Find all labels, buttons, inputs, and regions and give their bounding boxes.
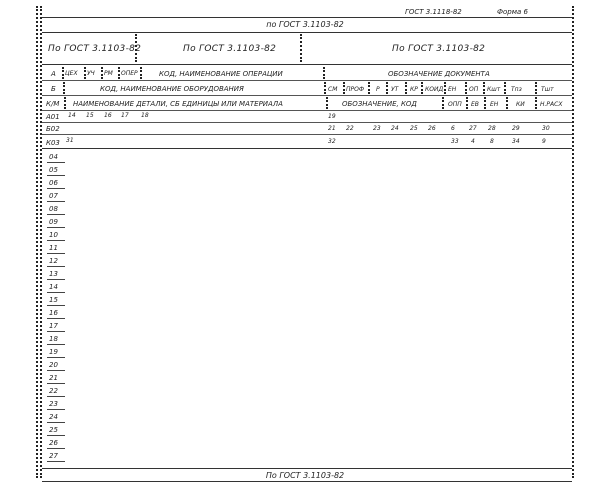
bottom-line	[42, 468, 572, 469]
row-b-letter: Б	[51, 85, 56, 93]
b-h-ksht: Кшт	[487, 86, 501, 93]
k-sep	[484, 97, 486, 109]
row-number-underline	[47, 227, 65, 228]
a01-n15: 15	[86, 112, 94, 119]
row-b02-label: Б02	[46, 125, 60, 133]
row-a01-label: А01	[46, 113, 60, 121]
row-number-underline	[47, 305, 65, 306]
b-h-koid: КОИД	[425, 86, 444, 93]
b02-n23: 23	[373, 125, 381, 132]
row-number: 06	[49, 179, 58, 187]
row-number-underline	[47, 188, 65, 189]
b02-n25: 25	[410, 125, 418, 132]
b-sep	[343, 82, 345, 94]
row-number-underline	[47, 175, 65, 176]
b-sep	[504, 82, 506, 94]
a-sep	[140, 67, 142, 79]
row-number-underline	[47, 214, 65, 215]
k-sep	[535, 97, 537, 109]
a-sep	[84, 67, 86, 79]
k-sep	[466, 97, 468, 109]
row-number: 08	[49, 205, 58, 213]
row-k-letter: К/М	[46, 100, 60, 108]
row-number-underline	[47, 448, 65, 449]
k03-n32: 32	[328, 138, 336, 145]
b-sep	[535, 82, 537, 94]
b02-n28: 28	[488, 125, 496, 132]
k-h-ev: ЕВ	[471, 101, 479, 108]
a01-n17: 17	[121, 112, 129, 119]
b02-n30: 30	[542, 125, 550, 132]
b-h-kr: КР	[410, 86, 418, 93]
row-a-section: УЧ	[87, 70, 95, 77]
row-number-underline	[47, 162, 65, 163]
row-number: 04	[49, 153, 58, 161]
std-ref-mid: По ГОСТ 3.1103-82	[183, 44, 277, 54]
row-number: 20	[49, 361, 58, 369]
a-sep	[101, 67, 103, 79]
b02-n6: 6	[451, 125, 455, 132]
right-dotted-border	[572, 6, 574, 478]
k03-n33: 33	[451, 138, 459, 145]
b02-n24: 24	[391, 125, 399, 132]
line-2	[42, 32, 572, 33]
row-k-part-name: НАИМЕНОВАНИЕ ДЕТАЛИ, СБ ЕДИНИЦЫ ИЛИ МАТЕРИАЛА	[73, 100, 283, 108]
row-number-underline	[47, 422, 65, 423]
b02-n22: 22	[346, 125, 354, 132]
row-number-underline	[47, 396, 65, 397]
row-number: 07	[49, 192, 58, 200]
row-number: 05	[49, 166, 58, 174]
row-a-document: ОБОЗНАЧЕНИЕ ДОКУМЕНТА	[388, 70, 490, 78]
k-sep	[64, 97, 66, 109]
b-sep	[63, 82, 65, 94]
b02-n29: 29	[512, 125, 520, 132]
row-number: 19	[49, 348, 58, 356]
std-ref-bottom: По ГОСТ 3.1103-82	[265, 471, 345, 480]
k-h-ki: КИ	[516, 101, 525, 108]
a01-n14: 14	[68, 112, 76, 119]
row-a-operation: ОПЕР	[121, 70, 138, 77]
stamp-divider-1	[135, 34, 137, 62]
b-h-en: ЕН	[448, 86, 457, 93]
k03-n31: 31	[66, 137, 74, 144]
row-number-underline	[47, 292, 65, 293]
row-number-underline	[47, 331, 65, 332]
row-number-underline	[47, 409, 65, 410]
b02-n26: 26	[428, 125, 436, 132]
a-sep	[323, 67, 325, 79]
b-h-sm: СМ	[328, 86, 338, 93]
a-sep	[62, 67, 64, 79]
b-sep	[444, 82, 446, 94]
row-a-operation-name: КОД, НАИМЕНОВАНИЕ ОПЕРАЦИИ	[159, 70, 283, 78]
row-number: 26	[49, 439, 58, 447]
k03-n8: 8	[490, 138, 494, 145]
line-k03	[42, 148, 572, 149]
std-ref-top: по ГОСТ 3.1103-82	[266, 20, 344, 29]
row-number-underline	[47, 357, 65, 358]
row-number: 14	[49, 283, 58, 291]
row-number-underline	[47, 279, 65, 280]
b-sep	[421, 82, 423, 94]
k-sep	[506, 97, 508, 109]
row-number-underline	[47, 344, 65, 345]
row-number: 24	[49, 413, 58, 421]
b-h-prof: ПРОФ	[346, 86, 365, 93]
b-sep	[386, 82, 388, 94]
row-number-underline	[47, 461, 65, 462]
line-b02-mid	[42, 134, 572, 135]
row-number: 25	[49, 426, 58, 434]
b-h-tsht: Тшт	[541, 86, 554, 93]
row-number-underline	[47, 266, 65, 267]
k-h-opp: ОПП	[448, 101, 462, 108]
row-number: 09	[49, 218, 58, 226]
b-sep	[465, 82, 467, 94]
row-number: 18	[49, 335, 58, 343]
line-3	[42, 64, 572, 65]
k03-n9: 9	[542, 138, 546, 145]
a01-n16: 16	[104, 112, 112, 119]
row-number: 22	[49, 387, 58, 395]
top-line	[42, 17, 572, 18]
b-sep	[483, 82, 485, 94]
row-number: 17	[49, 322, 58, 330]
k-sep	[326, 97, 328, 109]
k-h-rate: Н.РАСХ	[540, 101, 563, 108]
form-label: Форма 6	[497, 8, 529, 16]
row-number: 27	[49, 452, 58, 460]
row-number-underline	[47, 383, 65, 384]
row-number: 13	[49, 270, 58, 278]
row-k03-label: К03	[46, 139, 60, 147]
k03-n34: 34	[512, 138, 520, 145]
k-sep	[442, 97, 444, 109]
row-number: 21	[49, 374, 58, 382]
row-number-underline	[47, 318, 65, 319]
row-a-workplace: РМ	[104, 70, 113, 77]
b-sep	[405, 82, 407, 94]
line-k	[42, 110, 572, 111]
b-sep	[324, 82, 326, 94]
doc-code: ГОСТ 3.1118-82	[405, 8, 462, 16]
line-b	[42, 95, 572, 96]
row-a-letter: А	[51, 70, 56, 78]
std-ref-left: По ГОСТ 3.1103-82	[48, 44, 142, 54]
b-h-r: Р	[376, 86, 380, 93]
row-number: 15	[49, 296, 58, 304]
b-h-tpz: Тпз	[511, 86, 522, 93]
b02-n21: 21	[328, 125, 336, 132]
line-a01	[42, 122, 572, 123]
row-number: 12	[49, 257, 58, 265]
row-number-underline	[47, 435, 65, 436]
k03-n4: 4	[471, 138, 475, 145]
k-h-en: ЕН	[490, 101, 499, 108]
line-a	[42, 80, 572, 81]
b02-n27: 27	[469, 125, 477, 132]
row-number: 10	[49, 231, 58, 239]
row-number-underline	[47, 201, 65, 202]
footer-line	[42, 481, 572, 482]
row-b-equipment: КОД, НАИМЕНОВАНИЕ ОБОРУДОВАНИЯ	[100, 85, 244, 93]
row-k-designation: ОБОЗНАЧЕНИЕ, КОД	[342, 100, 417, 108]
row-number: 16	[49, 309, 58, 317]
a-sep	[118, 67, 120, 79]
row-number: 23	[49, 400, 58, 408]
row-number-underline	[47, 370, 65, 371]
left-dotted-border	[40, 6, 42, 478]
a01-n18: 18	[141, 112, 149, 119]
b-h-op: ОП	[469, 86, 479, 93]
a01-n19: 19	[328, 113, 336, 120]
b-h-ut: УТ	[391, 86, 399, 93]
row-number-underline	[47, 253, 65, 254]
row-a-shop: ЦЕХ	[65, 70, 78, 77]
far-left-dotted-border	[36, 6, 38, 478]
row-number: 11	[49, 244, 58, 252]
row-number-underline	[47, 240, 65, 241]
std-ref-right: По ГОСТ 3.1103-82	[392, 44, 486, 54]
stamp-divider-2	[300, 34, 302, 62]
b-sep	[368, 82, 370, 94]
